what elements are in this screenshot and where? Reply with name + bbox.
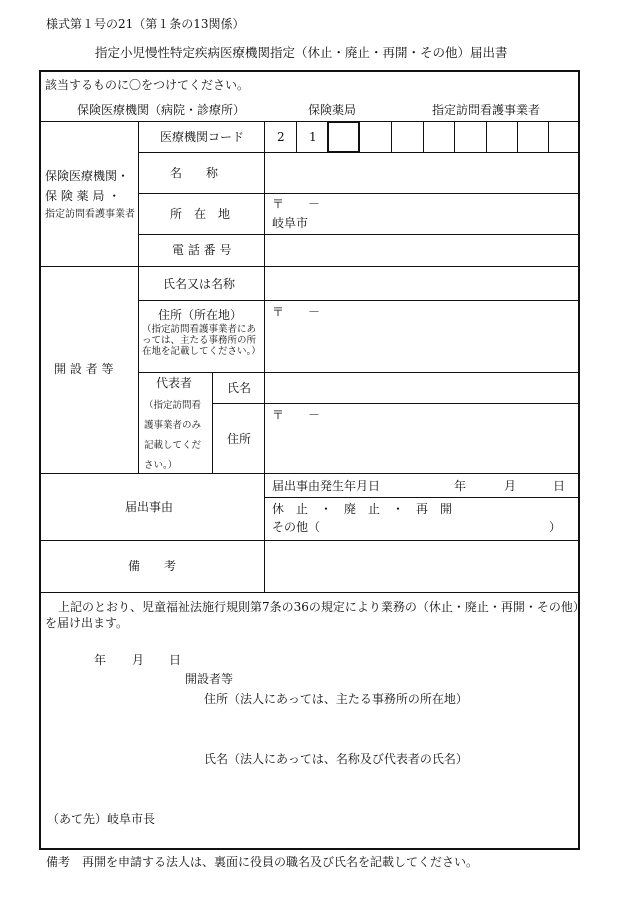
founder-name-label: 氏名又は名称 [163, 277, 236, 291]
reason-month[interactable]: 月 [504, 479, 517, 493]
code-label: 医療機関コード [160, 130, 245, 144]
reason-label: 届出事由 [125, 500, 174, 514]
reason-other-close: ） [549, 520, 562, 534]
rep-note: （指定訪問看護事業者のみ記載してください。） [144, 400, 202, 471]
option-medical-institution[interactable]: 保険医療機関（病院・診療所） [77, 103, 246, 117]
reason-other-open[interactable]: その他（ [272, 520, 321, 534]
form-frame [39, 70, 580, 850]
footer-note: 備考 再開を申請する法人は、裏面に役員の職名及び氏名を記載してください。 [46, 855, 479, 869]
declaration-name[interactable]: 氏名（法人にあっては、名称及び代表者の氏名） [204, 752, 468, 766]
declaration-day[interactable]: 日 [169, 653, 182, 667]
code-digit-2[interactable]: 1 [309, 130, 317, 144]
postal-mark[interactable]: 〒 － [272, 197, 321, 211]
rep-postal-mark[interactable]: 〒 － [272, 408, 321, 422]
founder-section-label: 開 設 者 等 [54, 362, 114, 376]
option-visiting-nursing[interactable]: 指定訪問看護事業者 [432, 103, 541, 117]
phone-label: 電 話 番 号 [172, 243, 232, 257]
declaration-address[interactable]: 住所（法人にあっては、主たる事務所の所在地） [204, 692, 468, 706]
declaration-year[interactable]: 年 [94, 653, 107, 667]
code-digit-1[interactable]: 2 [277, 130, 285, 144]
form-title: 指定小児慢性特定疾病医療機関指定（休止・廃止・再開・その他）届出書 [95, 45, 508, 60]
circle-instruction: 該当するものに〇をつけてください。 [45, 78, 250, 92]
remarks-label: 備 考 [128, 559, 177, 573]
institution-section-label-2: 保 険 薬 局 ・ [45, 189, 121, 203]
declaration-month[interactable]: 月 [132, 653, 145, 667]
rep-address-label: 住所 [227, 432, 252, 446]
institution-section-label-3: 指定訪問看護事業者 [45, 209, 135, 220]
reason-day[interactable]: 日 [553, 479, 566, 493]
option-pharmacy[interactable]: 保険薬局 [308, 103, 357, 117]
declaration-founder: 開設者等 [185, 672, 234, 686]
form-number: 様式第１号の21（第１条の13関係） [46, 17, 245, 31]
name-label: 名 称 [170, 166, 219, 180]
institution-section-label-1: 保険医療機関・ [45, 169, 130, 183]
rep-label: 代表者 [156, 376, 193, 390]
declaration-line-1: 上記のとおり、児童福祉法施行規則第7条の36の規定により業務の（休止・廃止・再開・その他） [58, 600, 585, 614]
code-cell-highlight[interactable] [327, 121, 360, 153]
founder-address-note: （指定訪問看護事業者にあっては、主たる事務所の所在地を記載してください。） [142, 324, 261, 357]
founder-address-label: 住所（所在地） [158, 308, 243, 322]
address-label: 所 在 地 [170, 207, 231, 221]
declaration-line-2: を届け出ます。 [45, 616, 129, 630]
declaration-addressee: （あて先）岐阜市長 [47, 812, 156, 826]
rep-name-label: 氏名 [227, 381, 252, 395]
reason-year[interactable]: 年 [454, 479, 467, 493]
founder-postal-mark[interactable]: 〒 － [272, 305, 321, 319]
reason-options[interactable]: 休 止 ・ 廃 止 ・ 再 開 [272, 502, 453, 516]
address-value[interactable]: 岐阜市 [272, 216, 309, 230]
reason-date-label: 届出事由発生年月日 [272, 479, 381, 493]
